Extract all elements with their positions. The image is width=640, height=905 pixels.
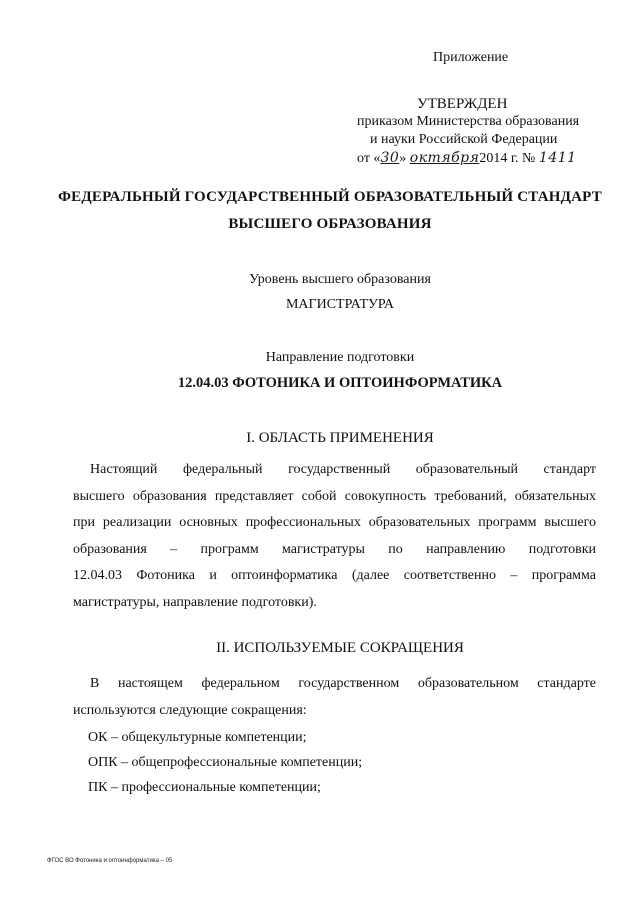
paragraph-line: при реализации основных профессиональных образовательных программ высшего <box>73 515 596 530</box>
abbreviation-item: ОПК – общепрофессиональные компетенции; <box>88 755 363 770</box>
level-value: МАГИСТРАТУРА <box>285 297 395 312</box>
handwritten-order-number: 1411 <box>538 150 577 166</box>
level-label: Уровень высшего образования <box>249 272 431 287</box>
approval-block <box>355 95 579 168</box>
approval-line-2: и науки Российской Федерации <box>370 132 558 147</box>
approval-heading: УТВЕРЖДЕН <box>417 96 508 112</box>
abbreviation-item: ОК – общекультурные компетенции; <box>88 730 307 745</box>
paragraph-line: образования – программ магистратуры по направлению подготовки <box>73 541 596 557</box>
section-1-paragraph <box>73 457 596 616</box>
handwritten-month: октября <box>409 150 480 166</box>
section-2-heading: II. ИСПОЛЬЗУЕМЫЕ СОКРАЩЕНИЯ <box>216 640 464 656</box>
paragraph-line: 12.04.03 Фотоника и оптоинформатика (далее соответственно – программа <box>73 568 596 583</box>
section-2-paragraph <box>73 671 596 724</box>
handwritten-day: 30 <box>380 150 400 166</box>
date-mid: » <box>399 151 410 166</box>
paragraph-line: Настоящий федеральный государственный образовательный стандарт <box>90 462 596 477</box>
paragraph-line: высшего образования представляет собой совокупность требований, обязательных <box>73 488 596 504</box>
document-title-line-2: ВЫСШЕГО ОБРАЗОВАНИЯ <box>228 216 432 232</box>
date-prefix: от « <box>357 151 381 166</box>
section-1-heading: I. ОБЛАСТЬ ПРИМЕНЕНИЯ <box>246 430 434 446</box>
direction-value: 12.04.03 ФОТОНИКА И ОПТОИНФОРМАТИКА <box>177 375 503 391</box>
direction-label: Направление подготовки <box>265 350 415 365</box>
appendix-label: Приложение <box>433 50 509 65</box>
approval-line-1: приказом Министерства образования <box>357 114 580 129</box>
date-year: 2014 г. № <box>479 151 536 166</box>
page-footer: ФГОС ВО Фотоника и оптоинформатика – 05 <box>47 858 173 864</box>
document-title-line-1: ФЕДЕРАЛЬНЫЙ ГОСУДАРСТВЕННЫЙ ОБРАЗОВАТЕЛЬНЫЙ СТАНДАРТ <box>58 189 602 205</box>
abbreviation-item: ПК – профессиональные компетенции; <box>88 780 321 795</box>
paragraph-line: магистратуры, направление подготовки). <box>73 594 317 610</box>
approval-date-line <box>355 149 579 168</box>
paragraph-line: В настоящем федеральном государственном образовательном стандарте <box>90 676 596 691</box>
paragraph-line: используются следующие сокращения: <box>73 702 307 718</box>
